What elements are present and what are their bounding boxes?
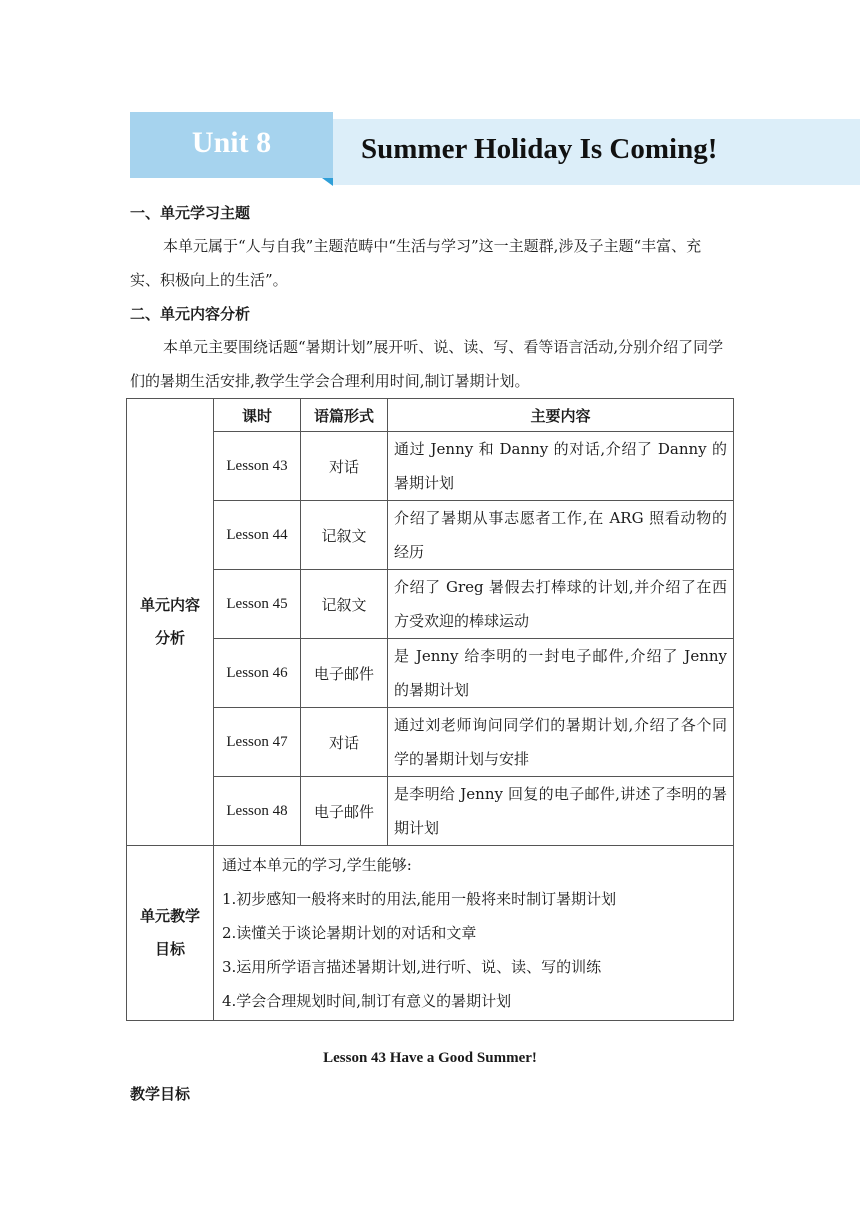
content-cell: 是 Jenny 给李明的一封电子邮件,介绍了 Jenny 的暑期计划	[388, 639, 734, 708]
table-row	[127, 432, 734, 501]
unit-banner	[130, 112, 333, 178]
goal-item: 1.初步感知一般将来时的用法,能用一般将来时制订暑期计划	[222, 890, 617, 908]
table-row	[127, 708, 734, 777]
content-cell: 通过刘老师询问同学们的暑期计划,介绍了各个同学的暑期计划与安排	[388, 708, 734, 777]
unit-label: Unit 8	[191, 126, 272, 159]
goal-item: 4.学会合理规划时间,制订有意义的暑期计划	[222, 992, 512, 1010]
form-cell: 电子邮件	[301, 777, 388, 846]
table-row	[127, 777, 734, 846]
lesson-cell: Lesson 48	[214, 777, 301, 846]
goals-label-cell	[127, 846, 214, 1021]
goal-item: 2.读懂关于谈论暑期计划的对话和文章	[222, 924, 477, 942]
content-cell: 通过 Jenny 和 Danny 的对话,介绍了 Danny 的暑期计划	[388, 432, 734, 501]
content-cell: 是李明给 Jenny 回复的电子邮件,讲述了李明的暑期计划	[388, 777, 734, 846]
goals-label: 单元教学目标	[139, 907, 200, 958]
title-banner	[333, 119, 860, 185]
lesson-cell: Lesson 47	[214, 708, 301, 777]
lesson-cell: Lesson 45	[214, 570, 301, 639]
form-cell: 电子邮件	[301, 639, 388, 708]
header-form: 语篇形式	[301, 399, 388, 432]
analysis-label: 单元内容分析	[139, 596, 200, 647]
table-header-row	[127, 399, 734, 432]
form-cell: 对话	[301, 708, 388, 777]
unit-overview-table	[126, 398, 734, 1021]
content-cell: 介绍了 Greg 暑假去打棒球的计划,并介绍了在西方受欢迎的棒球运动	[388, 570, 734, 639]
lesson-cell: Lesson 46	[214, 639, 301, 708]
objectives-heading: 教学目标	[130, 1085, 191, 1103]
goals-cell	[214, 846, 734, 1021]
banner-corner-tab	[322, 178, 333, 186]
analysis-label-cell	[127, 399, 214, 846]
header-content: 主要内容	[388, 399, 734, 432]
form-cell: 记叙文	[301, 501, 388, 570]
table-row	[127, 639, 734, 708]
table-row	[127, 570, 734, 639]
form-cell: 对话	[301, 432, 388, 501]
unit-title: Summer Holiday Is Coming!	[361, 133, 718, 165]
lesson-title: Lesson 43 Have a Good Summer!	[323, 1050, 537, 1066]
content-cell: 介绍了暑期从事志愿者工作,在 ARG 照看动物的经历	[388, 501, 734, 570]
goal-item: 通过本单元的学习,学生能够:	[222, 856, 412, 874]
section1-heading: 一、单元学习主题	[130, 204, 251, 222]
goal-item: 3.运用所学语言描述暑期计划,进行听、说、读、写的训练	[222, 958, 602, 976]
section2-heading: 二、单元内容分析	[130, 305, 251, 323]
table-row	[127, 501, 734, 570]
lesson-cell: Lesson 43	[214, 432, 301, 501]
form-cell: 记叙文	[301, 570, 388, 639]
section2-text: 本单元主要围绕话题“暑期计划”展开听、说、读、写、看等语言活动,分别介绍了同学们的暑期生活安排,教学生学会合理利用时间,制订暑期计划。	[130, 338, 724, 390]
section1-text: 本单元属于“人与自我”主题范畴中“生活与学习”这一主题群,涉及子主题“丰富、充实、积极向上的生活”。	[130, 237, 702, 289]
goals-row	[127, 846, 734, 1021]
lesson-cell: Lesson 44	[214, 501, 301, 570]
header-lesson: 课时	[214, 399, 301, 432]
